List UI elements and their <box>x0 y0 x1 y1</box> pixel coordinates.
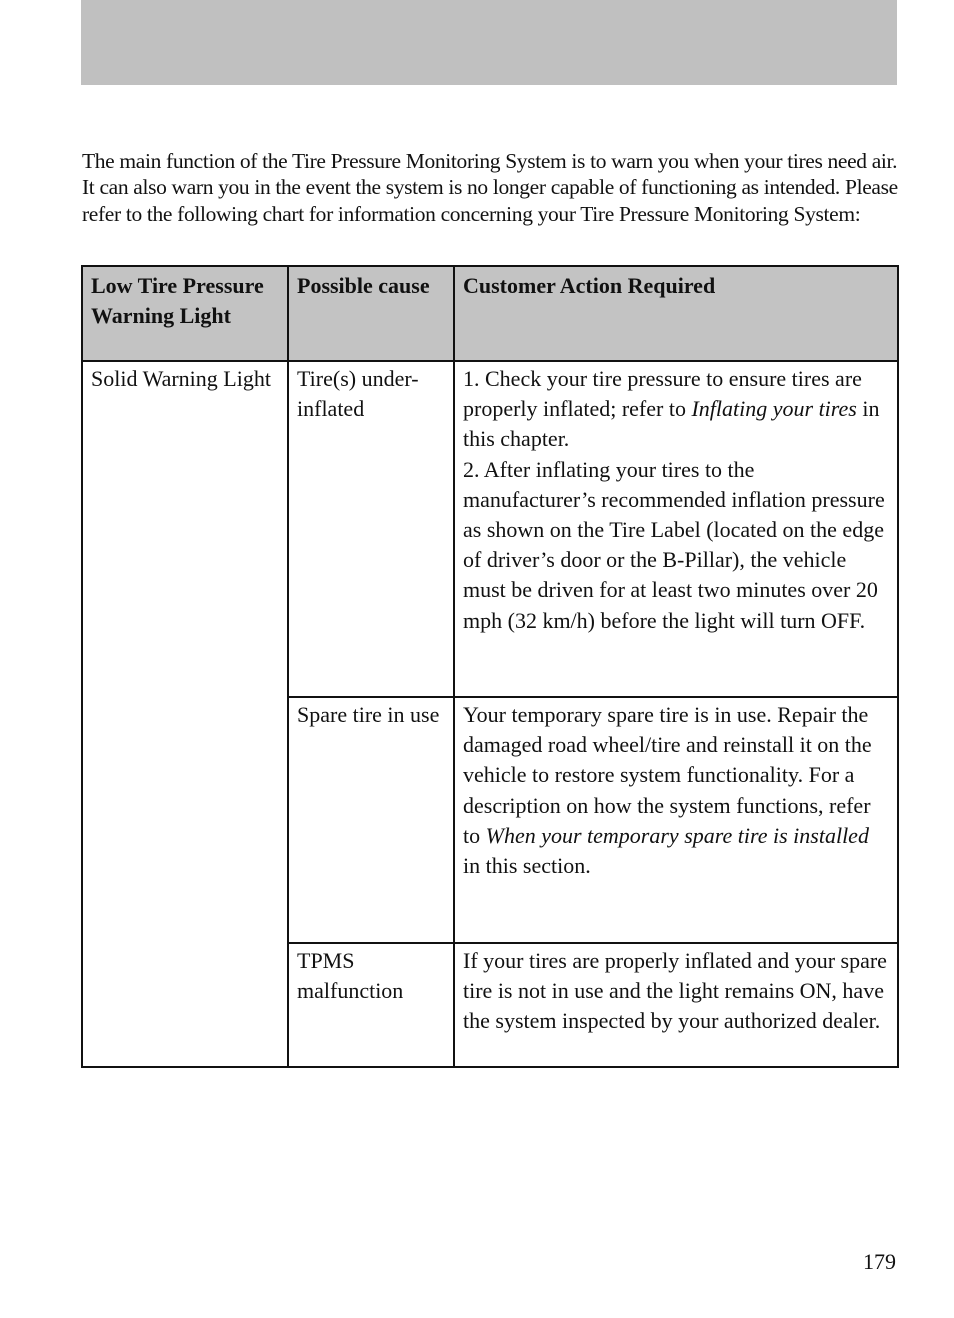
action-text: Your temporary spare tire is in use. Repair the damaged road wheel/tire and reinstall it on the vehicle to restore system functionality. For a description on how the system functions, refer to <box>463 702 872 848</box>
action-cell: If your tires are properly inflated and your spare tire is not in use and the light remains ON, have the system inspected by your authorized dealer. <box>454 943 898 1067</box>
header-customer-action: Customer Action Required <box>454 266 898 361</box>
action-text: in this section. <box>463 853 591 879</box>
action-reference: Inflating your tires <box>691 396 857 422</box>
header-warning-light: Low Tire Pressure Warning Light <box>82 266 288 361</box>
action-text: in this chapter. <box>463 396 880 452</box>
intro-paragraph: The main function of the Tire Pressure Monitoring System is to warn you when your tires need air. It can also warn you in the event the system is no longer capable of functioning as intended. Please refer to the following chart for information concerning your Tire Pressure Monitoring System: <box>82 149 898 226</box>
table-header-row <box>82 266 898 361</box>
action-reference: When your temporary spare tire is installed <box>485 822 869 848</box>
action-step-2: 2. After inflating your tires to the manufacturer’s recommended inflation pressure as shown on the Tire Label (located on the edge of driver’s door or the B-Pillar), the vehicle must be driven for at least two minutes over 20 mph (32 km/h) before the light will turn OFF. <box>463 456 885 633</box>
cause-cell: Spare tire in use <box>288 697 454 943</box>
cause-cell: TPMS malfunction <box>288 943 454 1067</box>
warning-light-cell: Solid Warning Light <box>82 361 288 1067</box>
header-possible-cause: Possible cause <box>288 266 454 361</box>
tpms-table <box>81 265 899 1068</box>
page-number: 179 <box>863 1249 896 1274</box>
table-row <box>82 361 898 697</box>
action-cell <box>454 361 898 697</box>
action-cell <box>454 697 898 943</box>
action-text: 1. Check your tire pressure to ensure tires are properly inflated; refer to <box>463 366 862 422</box>
header-band <box>81 0 897 85</box>
cause-cell: Tire(s) under-inflated <box>288 361 454 697</box>
